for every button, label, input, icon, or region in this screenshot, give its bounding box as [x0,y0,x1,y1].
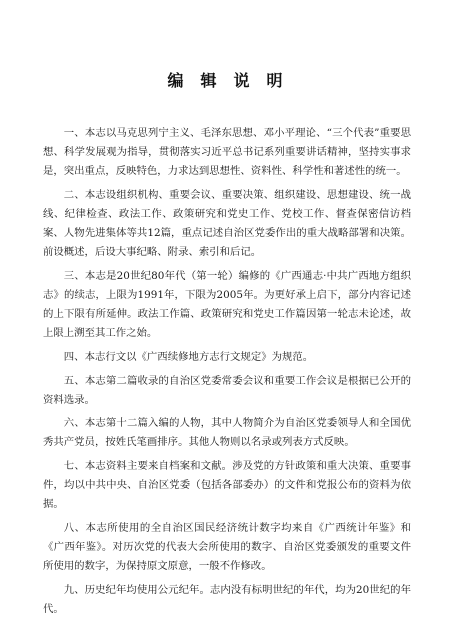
paragraph-5: 五、本志第二篇收录的自治区党委常委会议和重要工作会议是根据已公开的资料选录。 [43,374,411,406]
paragraph-7: 七、本志资料主要来自档案和文献。涉及党的方针政策和重大决策、重要事件，均以中共中央、自治区党委（包括各部委办）的文件和党报公布的资料为依据。 [43,460,411,511]
paragraph-4: 四、本志行文以《广西续修地方志行文规定》为规范。 [63,350,314,363]
document-body [43,124,411,624]
paragraph-1: 一、本志以马克思列宁主义、毛泽东思想、邓小平理论、“三个代表”重要思想、科学发展观为指导，贯彻落实习近平总书记系列重要讲话精神，坚持实事求是，突出重点，反映特色，力求达到思想性、资料性、科学性和著述性的统一。 [43,127,411,178]
paragraph-8: 八、本志所使用的全自治区国民经济统计数字均来自《广西统计年鉴》和《广西年鉴》。对历次党的代表大会所使用的数字、自治区党委颁发的重要文件所使用的数字，为保持原文原意，一般不作修改。 [43,521,411,573]
paragraph-9: 九、历史纪年均使用公元纪年。志内没有标明世纪的年代，均为20世纪的年代。 [43,583,411,615]
paragraph-2: 二、本志设组织机构、重要会议、重要决策、组织建设、思想建设、统一战线、纪律检查、政法工作、政策研究和党史工作、党校工作、督查保密信访档案、人物先进集体等共12篇，重点记述自治区党委作出的重大战略部署和决策。前设概述，后设大事纪略、附录、索引和后记。 [43,188,411,259]
paragraph-3: 三、本志是20世纪80年代（第一轮）编修的《广西通志·中共广西地方组织志》的续志，上限为1991年，下限为2005年。为更好承上启下，部分内容记述的上下限有所延伸。政法工作篇、政策研究和党史工作篇因第一轮志未论述，故上限上溯至其工作之始。 [43,269,411,340]
page-title: 编辑说明 [167,71,300,90]
paragraph-6: 六、本志第十二篇入编的人物，其中人物简介为自治区党委领导人和全国优秀共产党员，按姓氏笔画排序。其他人物则以名录或列表方式反映。 [43,417,411,449]
